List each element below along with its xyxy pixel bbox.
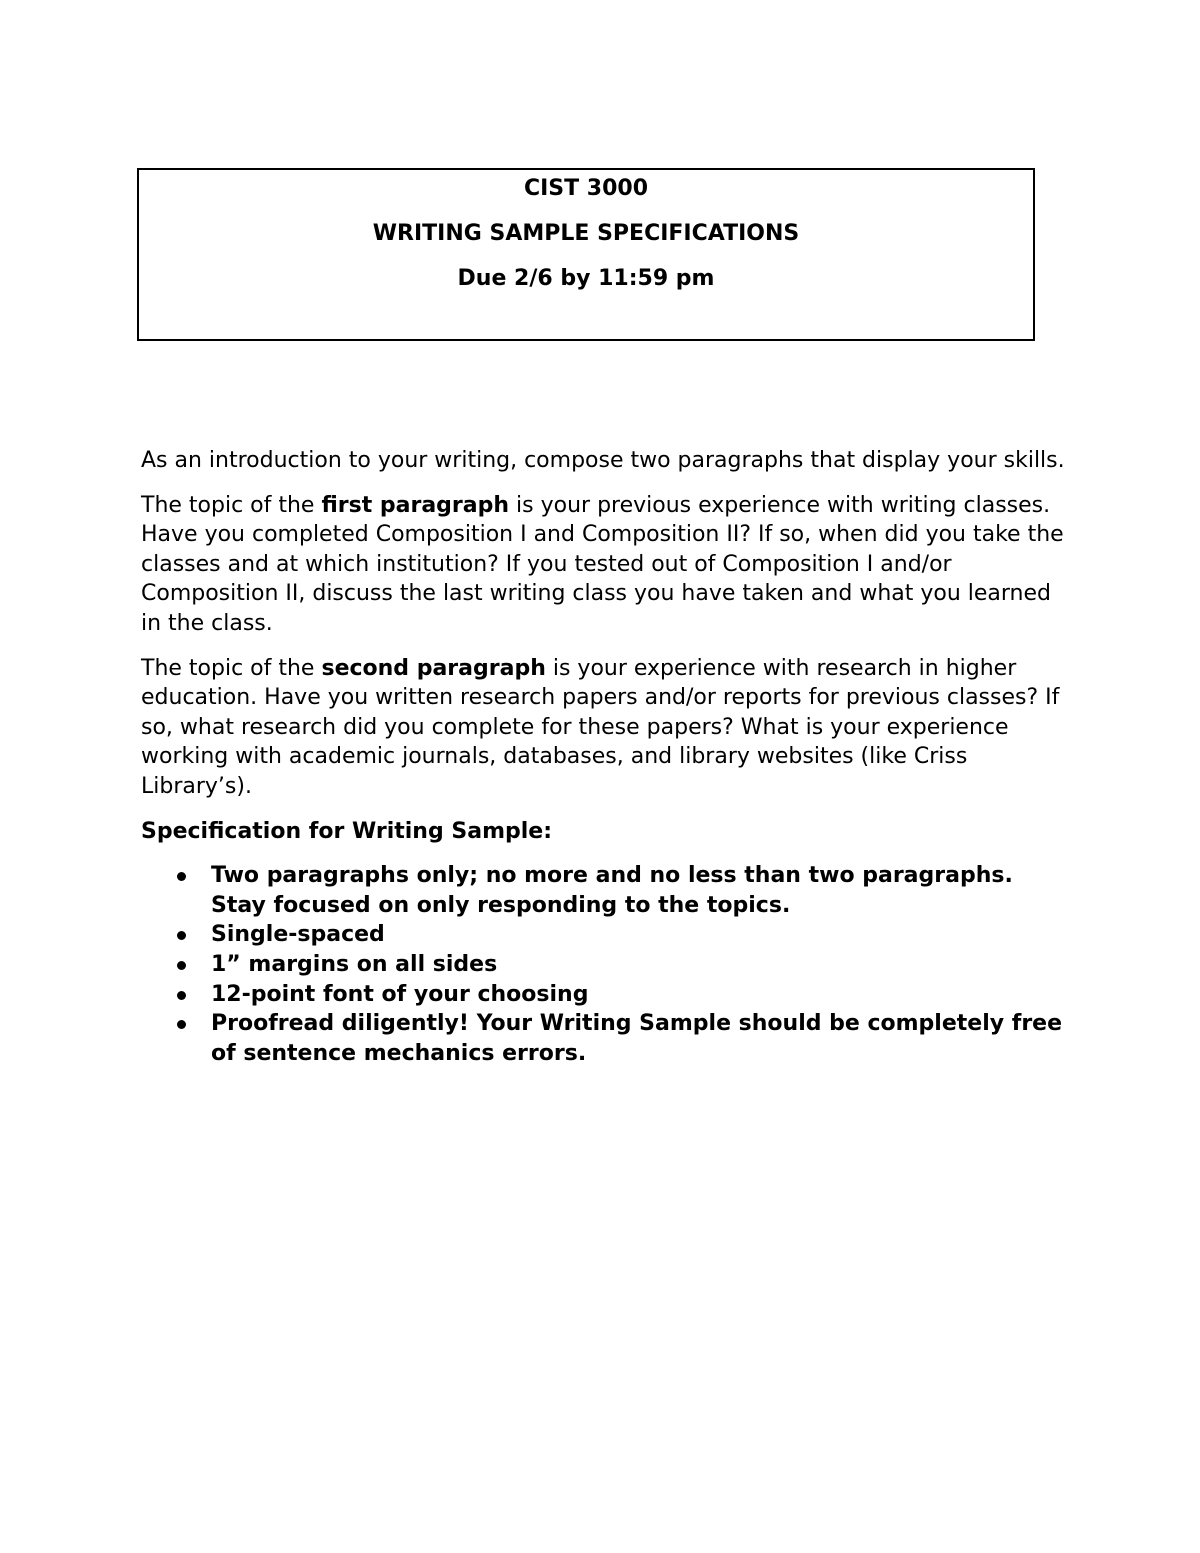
- first-paragraph-topic: [141, 491, 1071, 639]
- spec-item: [141, 861, 1071, 920]
- spec-item-text: Single-spaced: [211, 922, 385, 948]
- document-body: [141, 446, 1071, 1068]
- first-paragraph-rest: is your previous experience with writing classes. Have you completed Composition I and Composition II? If so, when did you take the classes and at which institution? If you tested out of Composition I and/or Composition II, discuss the last writing class you have taken and what you learned in the class.: [141, 492, 1064, 636]
- spec-item-text: Two paragraphs only; no more and no less than two paragraphs. Stay focused on only responding to the topics.: [211, 863, 1013, 918]
- course-code: CIST 3000: [523, 176, 649, 201]
- spec-heading: Specification for Writing Sample:: [141, 818, 552, 844]
- spec-item-text: Proofread diligently! Your Writing Sample should be completely free of sentence mechanics errors.: [211, 1011, 1063, 1066]
- spec-list: [141, 861, 1071, 1068]
- spec-item: [141, 950, 1071, 980]
- spec-item: [141, 920, 1071, 950]
- second-paragraph-emphasis: second paragraph: [321, 655, 546, 681]
- first-paragraph-emphasis: first paragraph: [321, 492, 510, 518]
- due-date: Due 2/6 by 11:59 pm: [457, 266, 715, 291]
- intro-paragraph: As an introduction to your writing, compose two paragraphs that display your skills.: [141, 448, 1065, 473]
- bullet-icon: [177, 991, 186, 1000]
- bullet-icon: [177, 931, 186, 940]
- second-paragraph-rest: is your experience with research in higher education. Have you written research papers and/or reports for previous classes? If so, what research did you complete for these papers? What is your experience working with academic journals, databases, and library websites (like Criss Library’s).: [141, 655, 1060, 799]
- bullet-icon: [177, 872, 186, 881]
- spec-item-text: 12-point font of your choosing: [211, 981, 589, 1007]
- spec-item: [141, 980, 1071, 1010]
- document-title: WRITING SAMPLE SPECIFICATIONS: [372, 221, 800, 246]
- first-paragraph-lead: The topic of the: [141, 492, 322, 518]
- second-paragraph-topic: [141, 654, 1071, 802]
- spec-item: [141, 1009, 1071, 1068]
- title-box: [137, 168, 1035, 341]
- second-paragraph-lead: The topic of the: [141, 655, 322, 681]
- bullet-icon: [177, 1020, 186, 1029]
- spec-item-text: 1” margins on all sides: [211, 951, 498, 977]
- bullet-icon: [177, 961, 186, 970]
